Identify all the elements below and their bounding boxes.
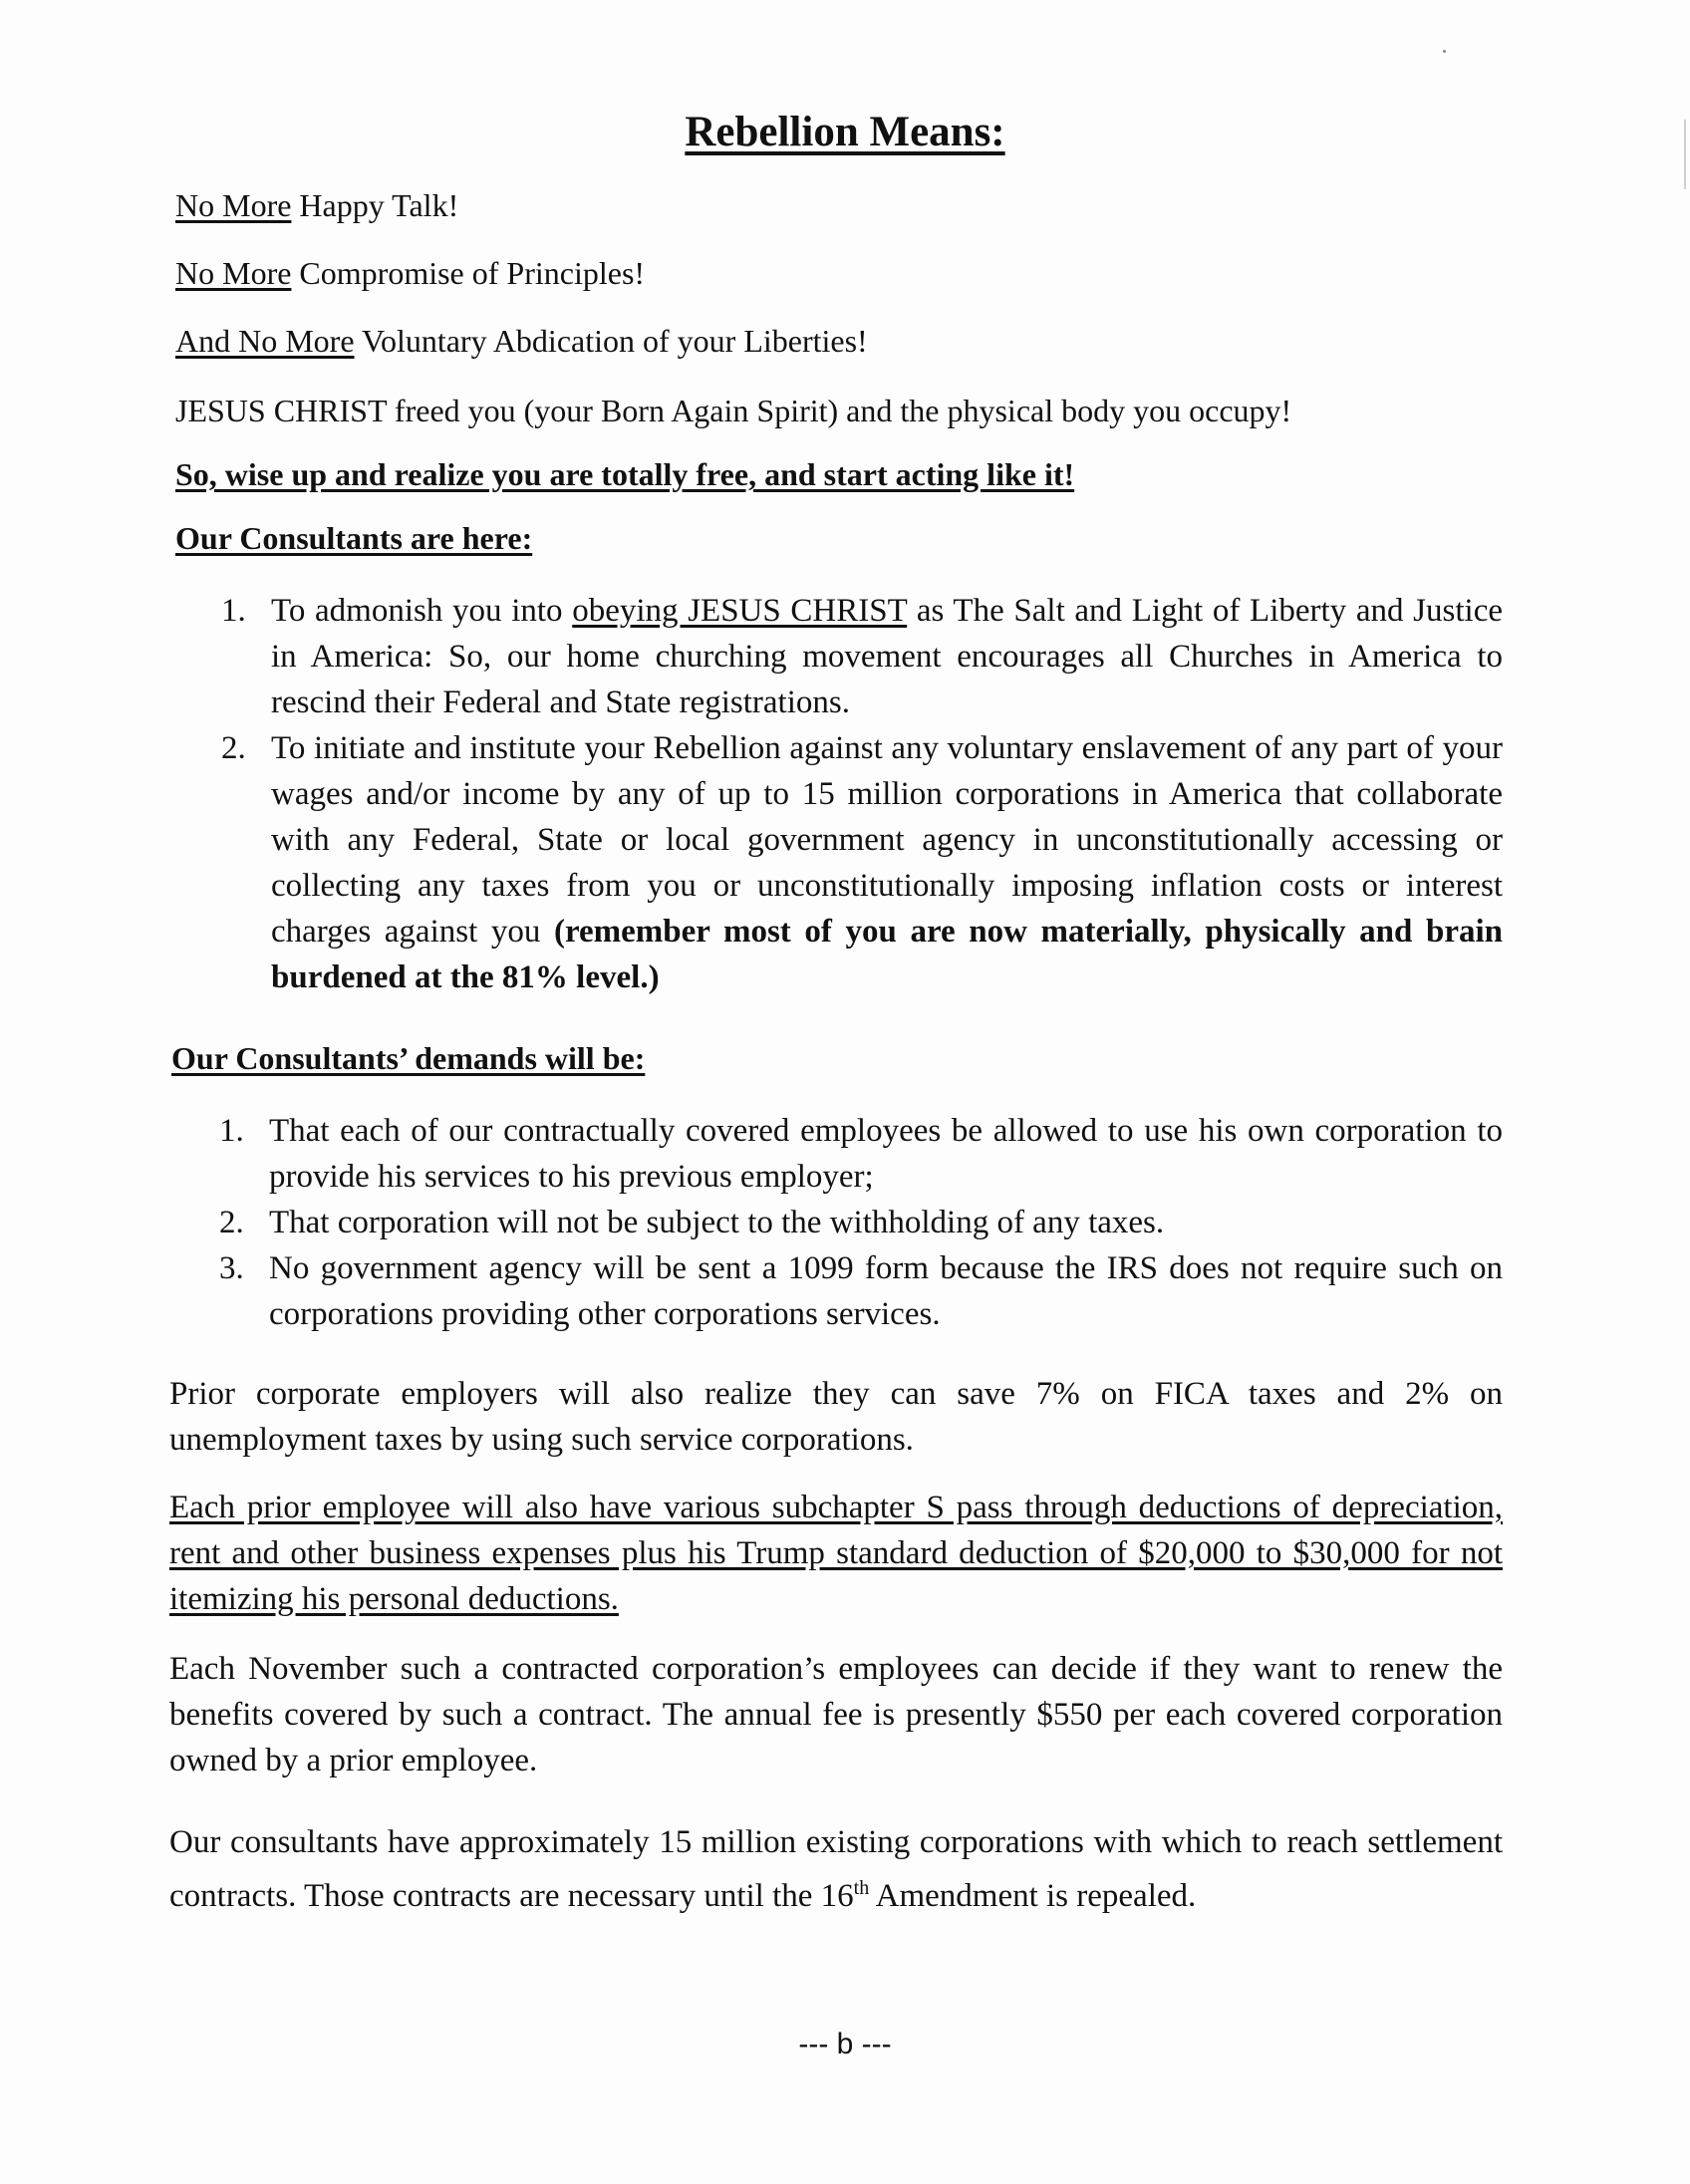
list-number: 2. <box>219 1205 244 1240</box>
list-item <box>221 725 1503 1000</box>
list-text: as The Salt and Light of Liberty and Justice in America: So, our home churching movement encourages all Churches in America to rescind their Federal and State registrations. <box>271 593 1503 720</box>
ordinal-suffix: th <box>853 1877 870 1899</box>
consultants-here-heading: Our Consultants are here: <box>175 520 533 556</box>
list-item <box>219 1108 1503 1200</box>
consultants-demands-heading: Our Consultants’ demands will be: <box>171 1040 646 1076</box>
intro-line-happy-talk <box>175 183 458 227</box>
consultants-here-list <box>221 588 1503 1000</box>
intro-rest: Voluntary Abdication of your Liberties! <box>354 323 868 359</box>
list-number: 1. <box>219 1113 244 1149</box>
list-text: To admonish you into <box>271 593 573 629</box>
list-item <box>219 1200 1503 1245</box>
intro-underlined: No More <box>175 255 292 291</box>
fica-paragraph: Prior corporate employers will also realize they can save 7% on FICA taxes and 2% on unemployment taxes by using such service corporations. <box>169 1376 1503 1458</box>
intro-underlined: And No More <box>175 323 355 359</box>
list-number: 1. <box>221 593 246 629</box>
page-title: Rebellion Means: <box>685 109 1005 155</box>
scan-speck <box>1443 50 1446 53</box>
list-text: That each of our contractually covered employees be allowed to use his own corporation to provide his services to his previous employer; <box>269 1113 1503 1195</box>
bold-remark: (remember most of you are now materially, physically and brain burdened at the 81% level.) <box>271 914 1504 995</box>
consultants-demands-list <box>219 1108 1503 1337</box>
jesus-christ-line: JESUS CHRIST freed you (your Born Again Spirit) and the physical body you occupy! <box>175 393 1292 428</box>
subchapter-paragraph: Each prior employee will also have various subchapter S pass through deductions of depreciation, rent and other business expenses plus his Trump standard deduction of $20,000 to $30,000 for not itemizing his personal deductions. <box>169 1490 1503 1617</box>
obeying-jesus-christ-text: obeying JESUS CHRIST <box>572 593 908 629</box>
intro-underlined: No More <box>175 187 292 223</box>
list-item <box>221 588 1503 725</box>
intro-rest: Compromise of Principles! <box>291 255 646 291</box>
settlement-paragraph <box>169 1819 1503 1919</box>
wise-up-line: So, wise up and realize you are totally free, and start acting like it! <box>175 456 1075 492</box>
list-text: To initiate and institute your Rebellion against any voluntary enslavement of any part of your wages and/or income by any of up to 15 million corporations in America that collaborate with any Federal, State or local government agency in unconstitutionally accessing or collecting any taxes from you or unconstitutionally imposing inflation costs or interest charges against you <box>271 730 1503 950</box>
list-number: 3. <box>219 1250 244 1286</box>
intro-rest: Happy Talk! <box>291 187 459 223</box>
list-text: No government agency will be sent a 1099 form because the IRS does not require such on corporations providing other corporations services. <box>269 1250 1503 1332</box>
settlement-text: Our consultants have approximately 15 million existing corporations with which to reach settlement contracts. Those contracts are necessary until the 16 <box>169 1824 1503 1914</box>
intro-line-abdication <box>175 319 868 363</box>
list-number: 2. <box>221 730 246 766</box>
intro-line-compromise <box>175 251 645 295</box>
november-paragraph: Each November such a contracted corporation’s employees can decide if they want to renew the benefits covered by such a contract. The annual fee is presently $550 per each covered corporation owned by a prior employee. <box>169 1651 1503 1778</box>
settlement-text: Amendment is repealed. <box>869 1878 1197 1914</box>
page-footer: --- b --- <box>798 2028 892 2060</box>
list-item <box>219 1245 1503 1337</box>
list-text: That corporation will not be subject to the withholding of any taxes. <box>269 1205 1165 1240</box>
